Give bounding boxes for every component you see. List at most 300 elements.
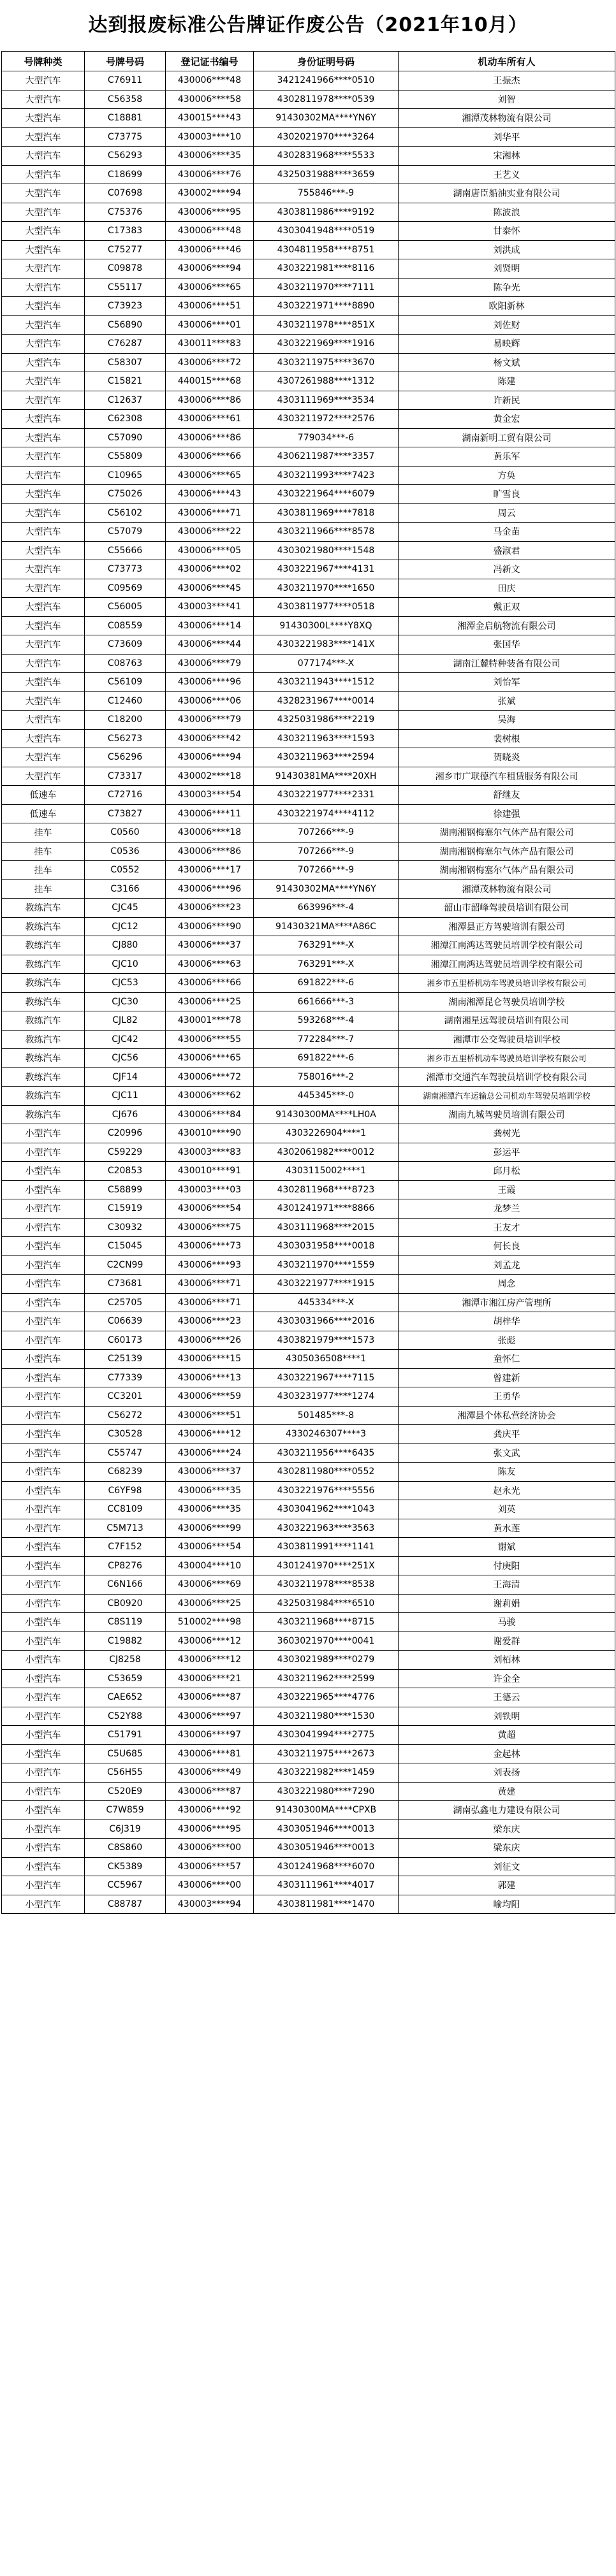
cell-id-number: 663996***-4 bbox=[254, 899, 399, 918]
cell-vehicle-owner: 湘乡市五里桥机动车驾驶员培训学校有限公司 bbox=[399, 974, 615, 993]
cell-vehicle-owner: 张斌 bbox=[399, 691, 615, 711]
cell-plate-type: 教练汽车 bbox=[2, 992, 85, 1011]
cell-registration-number: 430006****97 bbox=[166, 1726, 254, 1745]
table-row bbox=[2, 1368, 615, 1387]
cell-plate-number: C12460 bbox=[85, 691, 166, 711]
cell-plate-number: C73923 bbox=[85, 297, 166, 316]
cell-plate-number: CJ880 bbox=[85, 936, 166, 955]
cell-vehicle-owner: 湘潭茂林物流有限公司 bbox=[399, 109, 615, 128]
cell-registration-number: 430006****54 bbox=[166, 1538, 254, 1557]
cell-plate-type: 小型汽车 bbox=[2, 1556, 85, 1575]
table-row bbox=[2, 203, 615, 222]
cell-registration-number: 430006****71 bbox=[166, 1293, 254, 1312]
cell-vehicle-owner: 马骏 bbox=[399, 1613, 615, 1632]
cell-vehicle-owner: 张文武 bbox=[399, 1444, 615, 1463]
cell-registration-number: 430006****54 bbox=[166, 1199, 254, 1219]
cell-id-number: 707266***-9 bbox=[254, 823, 399, 843]
table-row bbox=[2, 1067, 615, 1087]
table-row bbox=[2, 1293, 615, 1312]
cell-plate-type: 教练汽车 bbox=[2, 1049, 85, 1068]
cell-plate-number: CJL82 bbox=[85, 1011, 166, 1031]
cell-plate-number: C18699 bbox=[85, 165, 166, 184]
cell-plate-type: 大型汽车 bbox=[2, 240, 85, 259]
cell-registration-number: 430006****87 bbox=[166, 1688, 254, 1707]
table-row bbox=[2, 1895, 615, 1914]
cell-registration-number: 430003****83 bbox=[166, 1143, 254, 1162]
cell-plate-type: 挂车 bbox=[2, 861, 85, 880]
table-row bbox=[2, 1255, 615, 1275]
cell-id-number: 4306211987****3357 bbox=[254, 447, 399, 467]
cell-registration-number: 430006****95 bbox=[166, 203, 254, 222]
cell-plate-number: C12637 bbox=[85, 391, 166, 410]
cell-vehicle-owner: 童怀仁 bbox=[399, 1350, 615, 1369]
cell-id-number: 4305036508****1 bbox=[254, 1350, 399, 1369]
cell-id-number: 4302811978****0539 bbox=[254, 90, 399, 109]
table-row bbox=[2, 1087, 615, 1106]
cell-plate-type: 小型汽车 bbox=[2, 1707, 85, 1726]
cell-plate-type: 小型汽车 bbox=[2, 1669, 85, 1688]
table-row bbox=[2, 1030, 615, 1049]
cell-registration-number: 430006****93 bbox=[166, 1255, 254, 1275]
table-row bbox=[2, 1782, 615, 1801]
table-row bbox=[2, 147, 615, 166]
cell-vehicle-owner: 欧阳新林 bbox=[399, 297, 615, 316]
cell-id-number: 077174***-X bbox=[254, 654, 399, 673]
table-row bbox=[2, 372, 615, 391]
cell-vehicle-owner: 金起林 bbox=[399, 1744, 615, 1763]
cell-registration-number: 430006****17 bbox=[166, 861, 254, 880]
table-row bbox=[2, 879, 615, 899]
cell-id-number: 91430300L****Y8XQ bbox=[254, 616, 399, 635]
cell-registration-number: 430006****63 bbox=[166, 955, 254, 974]
cell-plate-number: C59229 bbox=[85, 1143, 166, 1162]
cell-plate-number: C56H55 bbox=[85, 1763, 166, 1783]
cell-id-number: 772284***-7 bbox=[254, 1030, 399, 1049]
cell-plate-type: 大型汽车 bbox=[2, 616, 85, 635]
cell-id-number: 4303821979****1573 bbox=[254, 1331, 399, 1350]
table-row bbox=[2, 503, 615, 523]
cell-registration-number: 430006****21 bbox=[166, 1669, 254, 1688]
cell-vehicle-owner: 湖南江麓特种装备有限公司 bbox=[399, 654, 615, 673]
table-row bbox=[2, 523, 615, 542]
cell-plate-type: 小型汽车 bbox=[2, 1237, 85, 1256]
cell-plate-type: 小型汽车 bbox=[2, 1688, 85, 1707]
cell-id-number: 4302811980****0552 bbox=[254, 1463, 399, 1482]
cell-registration-number: 430006****71 bbox=[166, 503, 254, 523]
cell-vehicle-owner: 湖南湘钢梅塞尔气体产品有限公司 bbox=[399, 842, 615, 861]
cell-plate-number: C75277 bbox=[85, 240, 166, 259]
cell-vehicle-owner: 徐建强 bbox=[399, 804, 615, 823]
cell-vehicle-owner: 许新民 bbox=[399, 391, 615, 410]
cell-id-number: 593268***-4 bbox=[254, 1011, 399, 1031]
cell-registration-number: 430006****45 bbox=[166, 579, 254, 598]
page-title: 达到报废标准公告牌证作废公告（2021年10月） bbox=[88, 14, 528, 36]
cell-vehicle-owner: 旷雪良 bbox=[399, 485, 615, 504]
cell-id-number: 4303211963****2594 bbox=[254, 748, 399, 767]
cell-registration-number: 430006****96 bbox=[166, 879, 254, 899]
cell-vehicle-owner: 赵永光 bbox=[399, 1481, 615, 1500]
table-row bbox=[2, 278, 615, 297]
cell-registration-number: 430006****84 bbox=[166, 1105, 254, 1124]
cell-plate-type: 大型汽车 bbox=[2, 222, 85, 241]
cell-id-number: 4303211975****3670 bbox=[254, 353, 399, 372]
cell-id-number: 4302021970****3264 bbox=[254, 127, 399, 147]
cell-plate-type: 大型汽车 bbox=[2, 711, 85, 730]
cell-vehicle-owner: 刘英 bbox=[399, 1500, 615, 1519]
cell-id-number: 445345***-0 bbox=[254, 1087, 399, 1106]
cell-plate-number: C18200 bbox=[85, 711, 166, 730]
table-row bbox=[2, 1218, 615, 1237]
cell-plate-type: 大型汽车 bbox=[2, 90, 85, 109]
cell-vehicle-owner: 谢爱群 bbox=[399, 1632, 615, 1651]
cell-plate-type: 大型汽车 bbox=[2, 184, 85, 203]
cell-registration-number: 430006****96 bbox=[166, 673, 254, 692]
table-row bbox=[2, 1011, 615, 1031]
cell-id-number: 4307261988****1312 bbox=[254, 372, 399, 391]
cell-id-number: 4303111961****4017 bbox=[254, 1876, 399, 1895]
cell-id-number: 4303211993****7423 bbox=[254, 466, 399, 485]
cell-id-number: 4328231967****0014 bbox=[254, 691, 399, 711]
cell-vehicle-owner: 方奂 bbox=[399, 466, 615, 485]
cell-id-number: 4303211972****2576 bbox=[254, 410, 399, 429]
header-vehicle-owner: 机动车所有人 bbox=[399, 52, 615, 71]
cell-id-number: 4303051946****0013 bbox=[254, 1839, 399, 1858]
cell-registration-number: 430006****66 bbox=[166, 974, 254, 993]
table-row bbox=[2, 1444, 615, 1463]
cell-registration-number: 430006****69 bbox=[166, 1575, 254, 1595]
cell-registration-number: 430006****01 bbox=[166, 315, 254, 335]
cell-registration-number: 430006****55 bbox=[166, 1030, 254, 1049]
table-row bbox=[2, 71, 615, 90]
cell-id-number: 4303811986****9192 bbox=[254, 203, 399, 222]
cell-plate-type: 大型汽车 bbox=[2, 654, 85, 673]
table-row bbox=[2, 1350, 615, 1369]
cell-vehicle-owner: 湖南湘钢梅塞尔气体产品有限公司 bbox=[399, 823, 615, 843]
table-row bbox=[2, 616, 615, 635]
cell-plate-number: C25139 bbox=[85, 1350, 166, 1369]
cell-registration-number: 430006****62 bbox=[166, 1087, 254, 1106]
table-row bbox=[2, 1594, 615, 1613]
cell-id-number: 4303211968****8715 bbox=[254, 1613, 399, 1632]
table-row bbox=[2, 1613, 615, 1632]
cell-id-number: 4304811958****8751 bbox=[254, 240, 399, 259]
cell-id-number: 4303211963****1593 bbox=[254, 729, 399, 748]
cell-registration-number: 430006****05 bbox=[166, 541, 254, 560]
cell-vehicle-owner: 梁东庆 bbox=[399, 1820, 615, 1839]
cell-registration-number: 430006****18 bbox=[166, 823, 254, 843]
table-row bbox=[2, 899, 615, 918]
cell-id-number: 4303211970****7111 bbox=[254, 278, 399, 297]
cell-id-number: 4303041962****1043 bbox=[254, 1500, 399, 1519]
cell-registration-number: 430011****83 bbox=[166, 335, 254, 354]
cell-id-number: 445334***-X bbox=[254, 1293, 399, 1312]
table-row bbox=[2, 1275, 615, 1294]
cell-id-number: 4303221977****1915 bbox=[254, 1275, 399, 1294]
cell-id-number: 4303031958****0018 bbox=[254, 1237, 399, 1256]
table-row bbox=[2, 861, 615, 880]
table-row bbox=[2, 560, 615, 579]
cell-plate-type: 小型汽车 bbox=[2, 1463, 85, 1482]
cell-id-number: 4303221977****2331 bbox=[254, 786, 399, 805]
header-plate-number: 号牌号码 bbox=[85, 52, 166, 71]
cell-registration-number: 430006****87 bbox=[166, 1782, 254, 1801]
cell-registration-number: 430003****94 bbox=[166, 1895, 254, 1914]
cell-plate-type: 大型汽车 bbox=[2, 691, 85, 711]
cell-plate-number: C73773 bbox=[85, 560, 166, 579]
cell-plate-number: C6J319 bbox=[85, 1820, 166, 1839]
cell-registration-number: 430003****03 bbox=[166, 1180, 254, 1199]
table-row bbox=[2, 485, 615, 504]
cell-plate-type: 大型汽车 bbox=[2, 259, 85, 279]
table-row bbox=[2, 127, 615, 147]
cell-plate-type: 大型汽车 bbox=[2, 372, 85, 391]
cell-plate-number: C73609 bbox=[85, 635, 166, 655]
cell-registration-number: 430006****65 bbox=[166, 1049, 254, 1068]
cell-plate-number: CJ8258 bbox=[85, 1651, 166, 1670]
table-row bbox=[2, 165, 615, 184]
cell-vehicle-owner: 曾建新 bbox=[399, 1368, 615, 1387]
cell-vehicle-owner: 谢斌 bbox=[399, 1538, 615, 1557]
cell-registration-number: 430003****41 bbox=[166, 598, 254, 617]
cell-plate-number: CJC30 bbox=[85, 992, 166, 1011]
table-row bbox=[2, 1425, 615, 1444]
cell-plate-number: CJC11 bbox=[85, 1087, 166, 1106]
cell-id-number: 4303221981****8116 bbox=[254, 259, 399, 279]
cell-plate-number: C55666 bbox=[85, 541, 166, 560]
cell-vehicle-owner: 刘栢林 bbox=[399, 1651, 615, 1670]
cell-plate-type: 小型汽车 bbox=[2, 1331, 85, 1350]
cell-registration-number: 430006****00 bbox=[166, 1876, 254, 1895]
cell-plate-type: 大型汽车 bbox=[2, 353, 85, 372]
table-row bbox=[2, 297, 615, 316]
cell-plate-type: 大型汽车 bbox=[2, 410, 85, 429]
cell-id-number: 691822***-6 bbox=[254, 1049, 399, 1068]
cell-id-number: 4303221965****4776 bbox=[254, 1688, 399, 1707]
cell-id-number: 4302811968****8723 bbox=[254, 1180, 399, 1199]
cell-plate-type: 教练汽车 bbox=[2, 1087, 85, 1106]
cell-registration-number: 430006****35 bbox=[166, 1481, 254, 1500]
table-row bbox=[2, 1839, 615, 1858]
cell-vehicle-owner: 刘铁明 bbox=[399, 1707, 615, 1726]
table-row bbox=[2, 748, 615, 767]
cell-plate-type: 小型汽车 bbox=[2, 1538, 85, 1557]
cell-vehicle-owner: 王艺义 bbox=[399, 165, 615, 184]
cell-vehicle-owner: 彭运平 bbox=[399, 1143, 615, 1162]
cell-vehicle-owner: 胡梓华 bbox=[399, 1312, 615, 1331]
cell-plate-type: 大型汽车 bbox=[2, 127, 85, 147]
cell-plate-type: 大型汽车 bbox=[2, 485, 85, 504]
cell-plate-number: C60173 bbox=[85, 1331, 166, 1350]
cell-id-number: 4303226904****1 bbox=[254, 1124, 399, 1143]
cell-registration-number: 430006****37 bbox=[166, 936, 254, 955]
cell-plate-number: CJ676 bbox=[85, 1105, 166, 1124]
cell-id-number: 91430321MA****A86C bbox=[254, 917, 399, 936]
table-row bbox=[2, 410, 615, 429]
cell-vehicle-owner: 湘潭江南鸿达驾驶员培训学校有限公司 bbox=[399, 955, 615, 974]
cell-plate-number: C77339 bbox=[85, 1368, 166, 1387]
table-row bbox=[2, 1763, 615, 1783]
cell-id-number: 3421241966****0510 bbox=[254, 71, 399, 90]
cell-registration-number: 430006****79 bbox=[166, 711, 254, 730]
table-row bbox=[2, 729, 615, 748]
cell-registration-number: 430006****94 bbox=[166, 259, 254, 279]
cell-vehicle-owner: 湖南湘钢梅塞尔气体产品有限公司 bbox=[399, 861, 615, 880]
cell-plate-number: C15045 bbox=[85, 1237, 166, 1256]
cell-vehicle-owner: 甘泰怀 bbox=[399, 222, 615, 241]
cell-plate-number: CJC10 bbox=[85, 955, 166, 974]
table-row bbox=[2, 1876, 615, 1895]
cell-plate-type: 小型汽车 bbox=[2, 1857, 85, 1876]
cell-id-number: 763291***-X bbox=[254, 936, 399, 955]
table-row bbox=[2, 992, 615, 1011]
cell-plate-type: 挂车 bbox=[2, 842, 85, 861]
cell-vehicle-owner: 张国华 bbox=[399, 635, 615, 655]
cell-registration-number: 430006****12 bbox=[166, 1632, 254, 1651]
cell-plate-type: 小型汽车 bbox=[2, 1387, 85, 1407]
table-row bbox=[2, 335, 615, 354]
cell-registration-number: 430002****18 bbox=[166, 767, 254, 786]
cell-registration-number: 430006****23 bbox=[166, 899, 254, 918]
cell-plate-type: 小型汽车 bbox=[2, 1744, 85, 1763]
table-row bbox=[2, 1049, 615, 1068]
cell-vehicle-owner: 盛淑君 bbox=[399, 541, 615, 560]
cell-plate-type: 大型汽车 bbox=[2, 673, 85, 692]
cell-registration-number: 430006****61 bbox=[166, 410, 254, 429]
header-registration-number: 登记证书编号 bbox=[166, 52, 254, 71]
cell-plate-type: 小型汽车 bbox=[2, 1312, 85, 1331]
cell-plate-number: C20996 bbox=[85, 1124, 166, 1143]
table-row bbox=[2, 1124, 615, 1143]
cell-registration-number: 430006****25 bbox=[166, 1594, 254, 1613]
cell-plate-number: C8S860 bbox=[85, 1839, 166, 1858]
cell-id-number: 4303221980****7290 bbox=[254, 1782, 399, 1801]
cell-plate-number: C53659 bbox=[85, 1669, 166, 1688]
cell-plate-number: C17383 bbox=[85, 222, 166, 241]
cell-plate-type: 小型汽车 bbox=[2, 1180, 85, 1199]
cell-vehicle-owner: 冯新文 bbox=[399, 560, 615, 579]
cell-id-number: 4303211962****2599 bbox=[254, 1669, 399, 1688]
cell-plate-number: C6N166 bbox=[85, 1575, 166, 1595]
cell-id-number: 91430300MA****CPXB bbox=[254, 1801, 399, 1820]
table-row bbox=[2, 1669, 615, 1688]
cell-registration-number: 430006****35 bbox=[166, 147, 254, 166]
cell-plate-type: 教练汽车 bbox=[2, 936, 85, 955]
table-row bbox=[2, 1575, 615, 1595]
cell-vehicle-owner: 龚庆平 bbox=[399, 1425, 615, 1444]
cell-id-number: 4303211966****8578 bbox=[254, 523, 399, 542]
cell-plate-number: C58307 bbox=[85, 353, 166, 372]
cell-id-number: 779034***-6 bbox=[254, 428, 399, 447]
cell-id-number: 4303221963****3563 bbox=[254, 1519, 399, 1538]
cell-plate-number: C56005 bbox=[85, 598, 166, 617]
cell-plate-type: 小型汽车 bbox=[2, 1876, 85, 1895]
cell-vehicle-owner: 龙梦兰 bbox=[399, 1199, 615, 1219]
cell-plate-type: 大型汽车 bbox=[2, 109, 85, 128]
cell-plate-type: 大型汽车 bbox=[2, 729, 85, 748]
cell-plate-type: 小型汽车 bbox=[2, 1162, 85, 1181]
cell-plate-type: 大型汽车 bbox=[2, 297, 85, 316]
cell-plate-type: 大型汽车 bbox=[2, 466, 85, 485]
cell-plate-type: 大型汽车 bbox=[2, 428, 85, 447]
cell-registration-number: 430006****76 bbox=[166, 165, 254, 184]
cell-registration-number: 430006****86 bbox=[166, 391, 254, 410]
cell-plate-number: C58899 bbox=[85, 1180, 166, 1199]
cell-plate-type: 小型汽车 bbox=[2, 1275, 85, 1294]
cell-plate-type: 大型汽车 bbox=[2, 560, 85, 579]
cell-registration-number: 430006****26 bbox=[166, 1331, 254, 1350]
cell-id-number: 763291***-X bbox=[254, 955, 399, 974]
cell-plate-type: 小型汽车 bbox=[2, 1124, 85, 1143]
cell-plate-number: C75376 bbox=[85, 203, 166, 222]
cell-vehicle-owner: 湘潭市交通汽车驾驶员培训学校有限公司 bbox=[399, 1067, 615, 1087]
table-row bbox=[2, 1406, 615, 1425]
cell-plate-type: 大型汽车 bbox=[2, 579, 85, 598]
cell-vehicle-owner: 刘洪成 bbox=[399, 240, 615, 259]
table-row bbox=[2, 1199, 615, 1219]
table-row bbox=[2, 842, 615, 861]
cell-plate-type: 教练汽车 bbox=[2, 955, 85, 974]
cell-registration-number: 430006****75 bbox=[166, 1218, 254, 1237]
cell-plate-number: C30528 bbox=[85, 1425, 166, 1444]
table-row bbox=[2, 767, 615, 786]
cell-vehicle-owner: 周念 bbox=[399, 1275, 615, 1294]
cell-plate-number: C52Y88 bbox=[85, 1707, 166, 1726]
table-row bbox=[2, 1707, 615, 1726]
cell-vehicle-owner: 黄建 bbox=[399, 1782, 615, 1801]
cell-vehicle-owner: 刘征文 bbox=[399, 1857, 615, 1876]
cell-plate-type: 小型汽车 bbox=[2, 1726, 85, 1745]
cell-registration-number: 430006****66 bbox=[166, 447, 254, 467]
cell-plate-number: C51791 bbox=[85, 1726, 166, 1745]
cell-registration-number: 430006****15 bbox=[166, 1350, 254, 1369]
cell-plate-type: 小型汽车 bbox=[2, 1895, 85, 1914]
cell-plate-number: C0536 bbox=[85, 842, 166, 861]
cell-plate-type: 教练汽车 bbox=[2, 1067, 85, 1087]
cell-id-number: 4303221971****8890 bbox=[254, 297, 399, 316]
cell-plate-type: 小型汽车 bbox=[2, 1801, 85, 1820]
cell-registration-number: 430006****97 bbox=[166, 1707, 254, 1726]
table-row bbox=[2, 673, 615, 692]
table-row bbox=[2, 936, 615, 955]
cell-plate-number: C57079 bbox=[85, 523, 166, 542]
cell-plate-number: C56358 bbox=[85, 90, 166, 109]
table-row bbox=[2, 1801, 615, 1820]
cell-vehicle-owner: 马金苗 bbox=[399, 523, 615, 542]
cell-vehicle-owner: 黄水莲 bbox=[399, 1519, 615, 1538]
cell-plate-number: C7F152 bbox=[85, 1538, 166, 1557]
cell-registration-number: 430006****06 bbox=[166, 691, 254, 711]
cell-id-number: 4303051946****0013 bbox=[254, 1820, 399, 1839]
cell-plate-number: C55809 bbox=[85, 447, 166, 467]
cell-registration-number: 430006****59 bbox=[166, 1387, 254, 1407]
table-row bbox=[2, 1726, 615, 1745]
cell-plate-number: C62308 bbox=[85, 410, 166, 429]
cell-plate-type: 小型汽车 bbox=[2, 1575, 85, 1595]
cell-vehicle-owner: 易映辉 bbox=[399, 335, 615, 354]
cell-id-number: 4303221964****6079 bbox=[254, 485, 399, 504]
cell-id-number: 758016***-2 bbox=[254, 1067, 399, 1087]
cell-vehicle-owner: 王海清 bbox=[399, 1575, 615, 1595]
cell-plate-type: 低速车 bbox=[2, 804, 85, 823]
table-row bbox=[2, 447, 615, 467]
cell-plate-type: 小型汽车 bbox=[2, 1350, 85, 1369]
cell-plate-number: C25705 bbox=[85, 1293, 166, 1312]
cell-registration-number: 430006****79 bbox=[166, 654, 254, 673]
cell-registration-number: 430006****23 bbox=[166, 1312, 254, 1331]
cell-plate-type: 大型汽车 bbox=[2, 748, 85, 767]
cell-plate-type: 小型汽车 bbox=[2, 1500, 85, 1519]
cell-plate-number: CC3201 bbox=[85, 1387, 166, 1407]
